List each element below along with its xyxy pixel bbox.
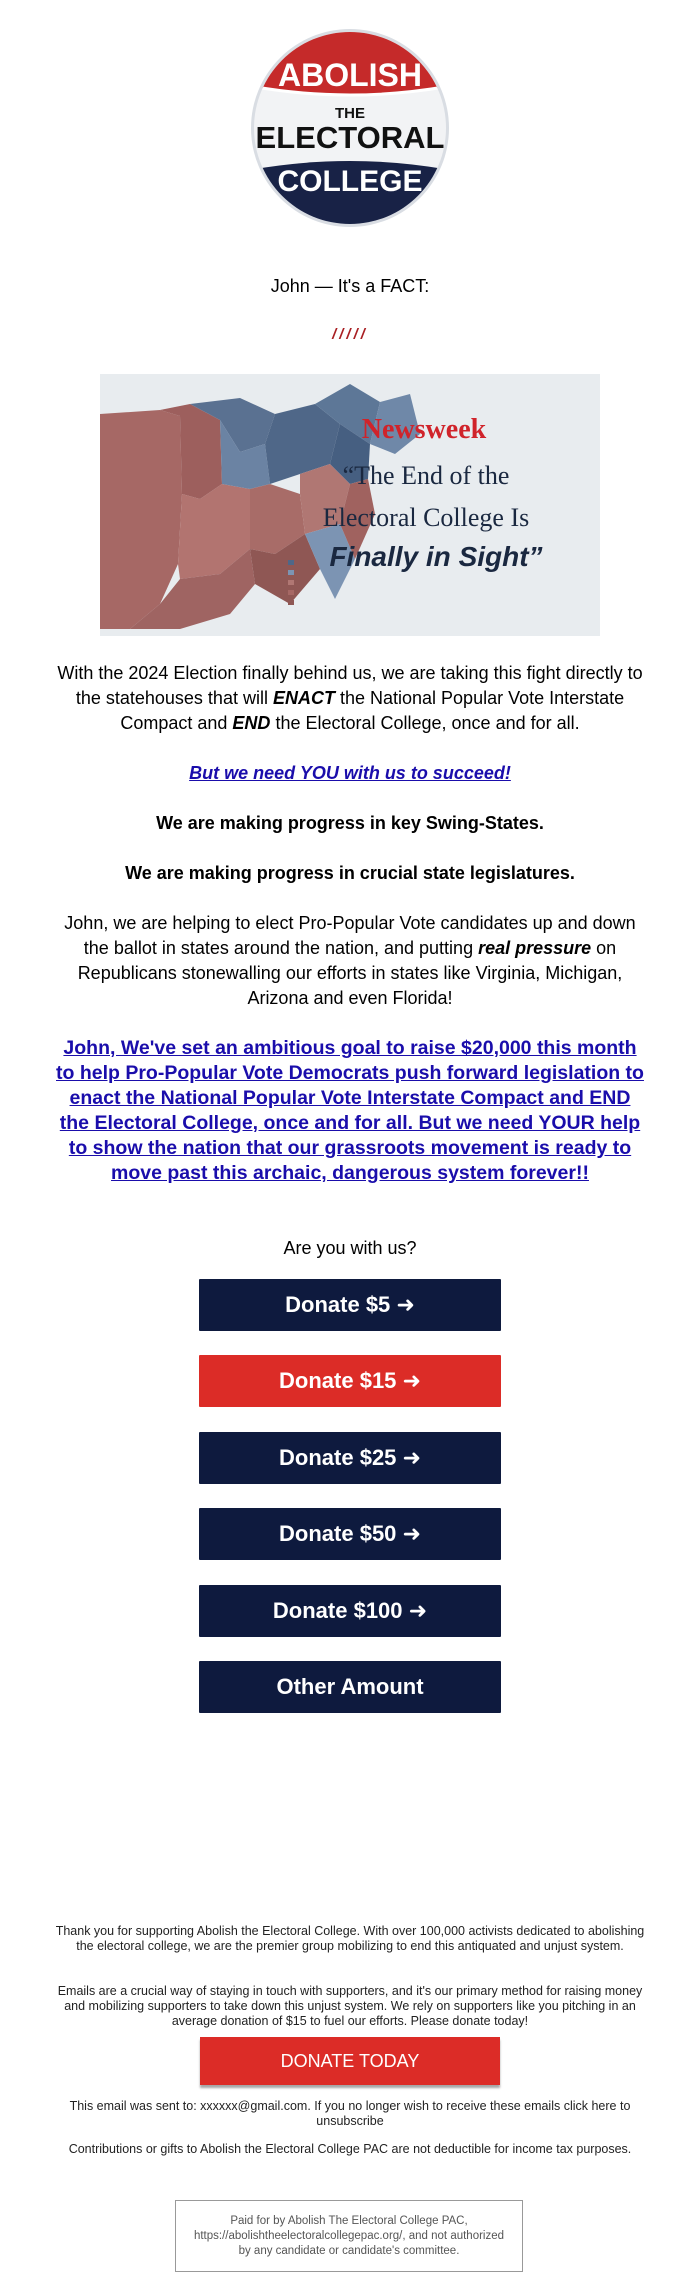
footer-contributions: Contributions or gifts to Abolish the Electoral College PAC are not deductible for income tax purposes.: [68, 2142, 632, 2156]
hero-quote-line-1: “The End of the: [342, 461, 510, 490]
pressure-text-1: John, we are helping to elect Pro-Popular Vote candidates up and down the ballot in states around the nation, and putting: [64, 913, 636, 958]
donate-15-button[interactable]: Donate $15 ➜: [199, 1355, 501, 1407]
intro-text-2: the National Popular Vote Interstate Compact and: [120, 688, 625, 733]
newsweek-brand: Newsweek: [361, 414, 487, 445]
donate-today-button[interactable]: DONATE TODAY: [200, 2037, 500, 2085]
hero-quote-line-2: Electoral College Is: [322, 503, 530, 532]
red-slashes: /////: [332, 326, 368, 343]
other-amount-button[interactable]: Other Amount: [199, 1661, 501, 1713]
footer-emails-note: Emails are a crucial way of staying in touch with supporters, and it's our primary method for raising money and mobilizing supporters to take down this unjust system. We rely on supporters like you pitching in an average donation of $15 to fuel our efforts. Please donate today!: [57, 1984, 643, 2028]
intro-text-3: the Electoral College, once and for all.: [270, 713, 580, 733]
paid-for-disclaimer: Paid for by Abolish The Electoral College PAC, https://abolishtheelectoralcollegepac.org/, and not authorized by any candidate or candidate's committee.: [175, 2200, 523, 2272]
fundraising-goal-link[interactable]: John, We've set an ambitious goal to raise $20,000 this month to help Pro-Popular Vote Democrats push forward legislation to enact the National Popular Vote Interstate Compact and END the Electoral College, once and for all. But we need YOUR help to show the nation that our grassroots movement is ready to move past this archaic, dangerous system forever!!: [56, 1037, 644, 1184]
hero-quote-line-3: Finally in Sight”: [329, 541, 543, 572]
progress-swing-states: We are making progress in key Swing-States.: [156, 813, 544, 833]
logo-abolish-text: ABOLISH: [278, 57, 422, 93]
pressure-text-2: on Republicans stonewalling our efforts in states like Virginia, Michigan, Arizona and even Florida!: [77, 938, 623, 1008]
pressure-paragraph: [50, 911, 650, 1011]
donate-25-button[interactable]: Donate $25 ➜: [199, 1432, 501, 1484]
intro-end: END: [232, 713, 271, 733]
pressure-emphasis: real pressure: [478, 938, 592, 958]
abolish-electoral-college-logo: [250, 28, 450, 228]
greeting: John — It's a FACT:: [270, 276, 430, 296]
footer-thanks: Thank you for supporting Abolish the Electoral College. With over 100,000 activists dedicated to abolishing the electoral college, we are the premier group mobilizing to end this antiquated and unjust system.: [55, 1924, 645, 1953]
intro-text-1: With the 2024 Election finally behind us, we are taking this fight directly to the statehouses that will: [57, 663, 643, 708]
intro-paragraph: [50, 661, 650, 736]
newsweek-hero-image[interactable]: [100, 374, 600, 636]
donate-50-button[interactable]: Donate $50 ➜: [199, 1508, 501, 1560]
footer-sent-to[interactable]: This email was sent to: xxxxxx@gmail.com. If you no longer wish to receive these emails click here to unsubscribe: [69, 2099, 631, 2128]
intro-enact: ENACT: [272, 688, 335, 708]
logo-electoral-text: ELECTORAL: [255, 120, 445, 155]
donate-5-button[interactable]: Donate $5 ➜: [199, 1279, 501, 1331]
logo-the-text: THE: [335, 105, 365, 122]
logo-college-text: COLLEGE: [277, 165, 423, 198]
are-you-with-us: Are you with us?: [283, 1238, 417, 1258]
donate-100-button[interactable]: Donate $100 ➜: [199, 1585, 501, 1637]
need-you-link[interactable]: But we need YOU with us to succeed!: [189, 763, 511, 783]
progress-legislatures: We are making progress in crucial state legislatures.: [125, 863, 575, 883]
